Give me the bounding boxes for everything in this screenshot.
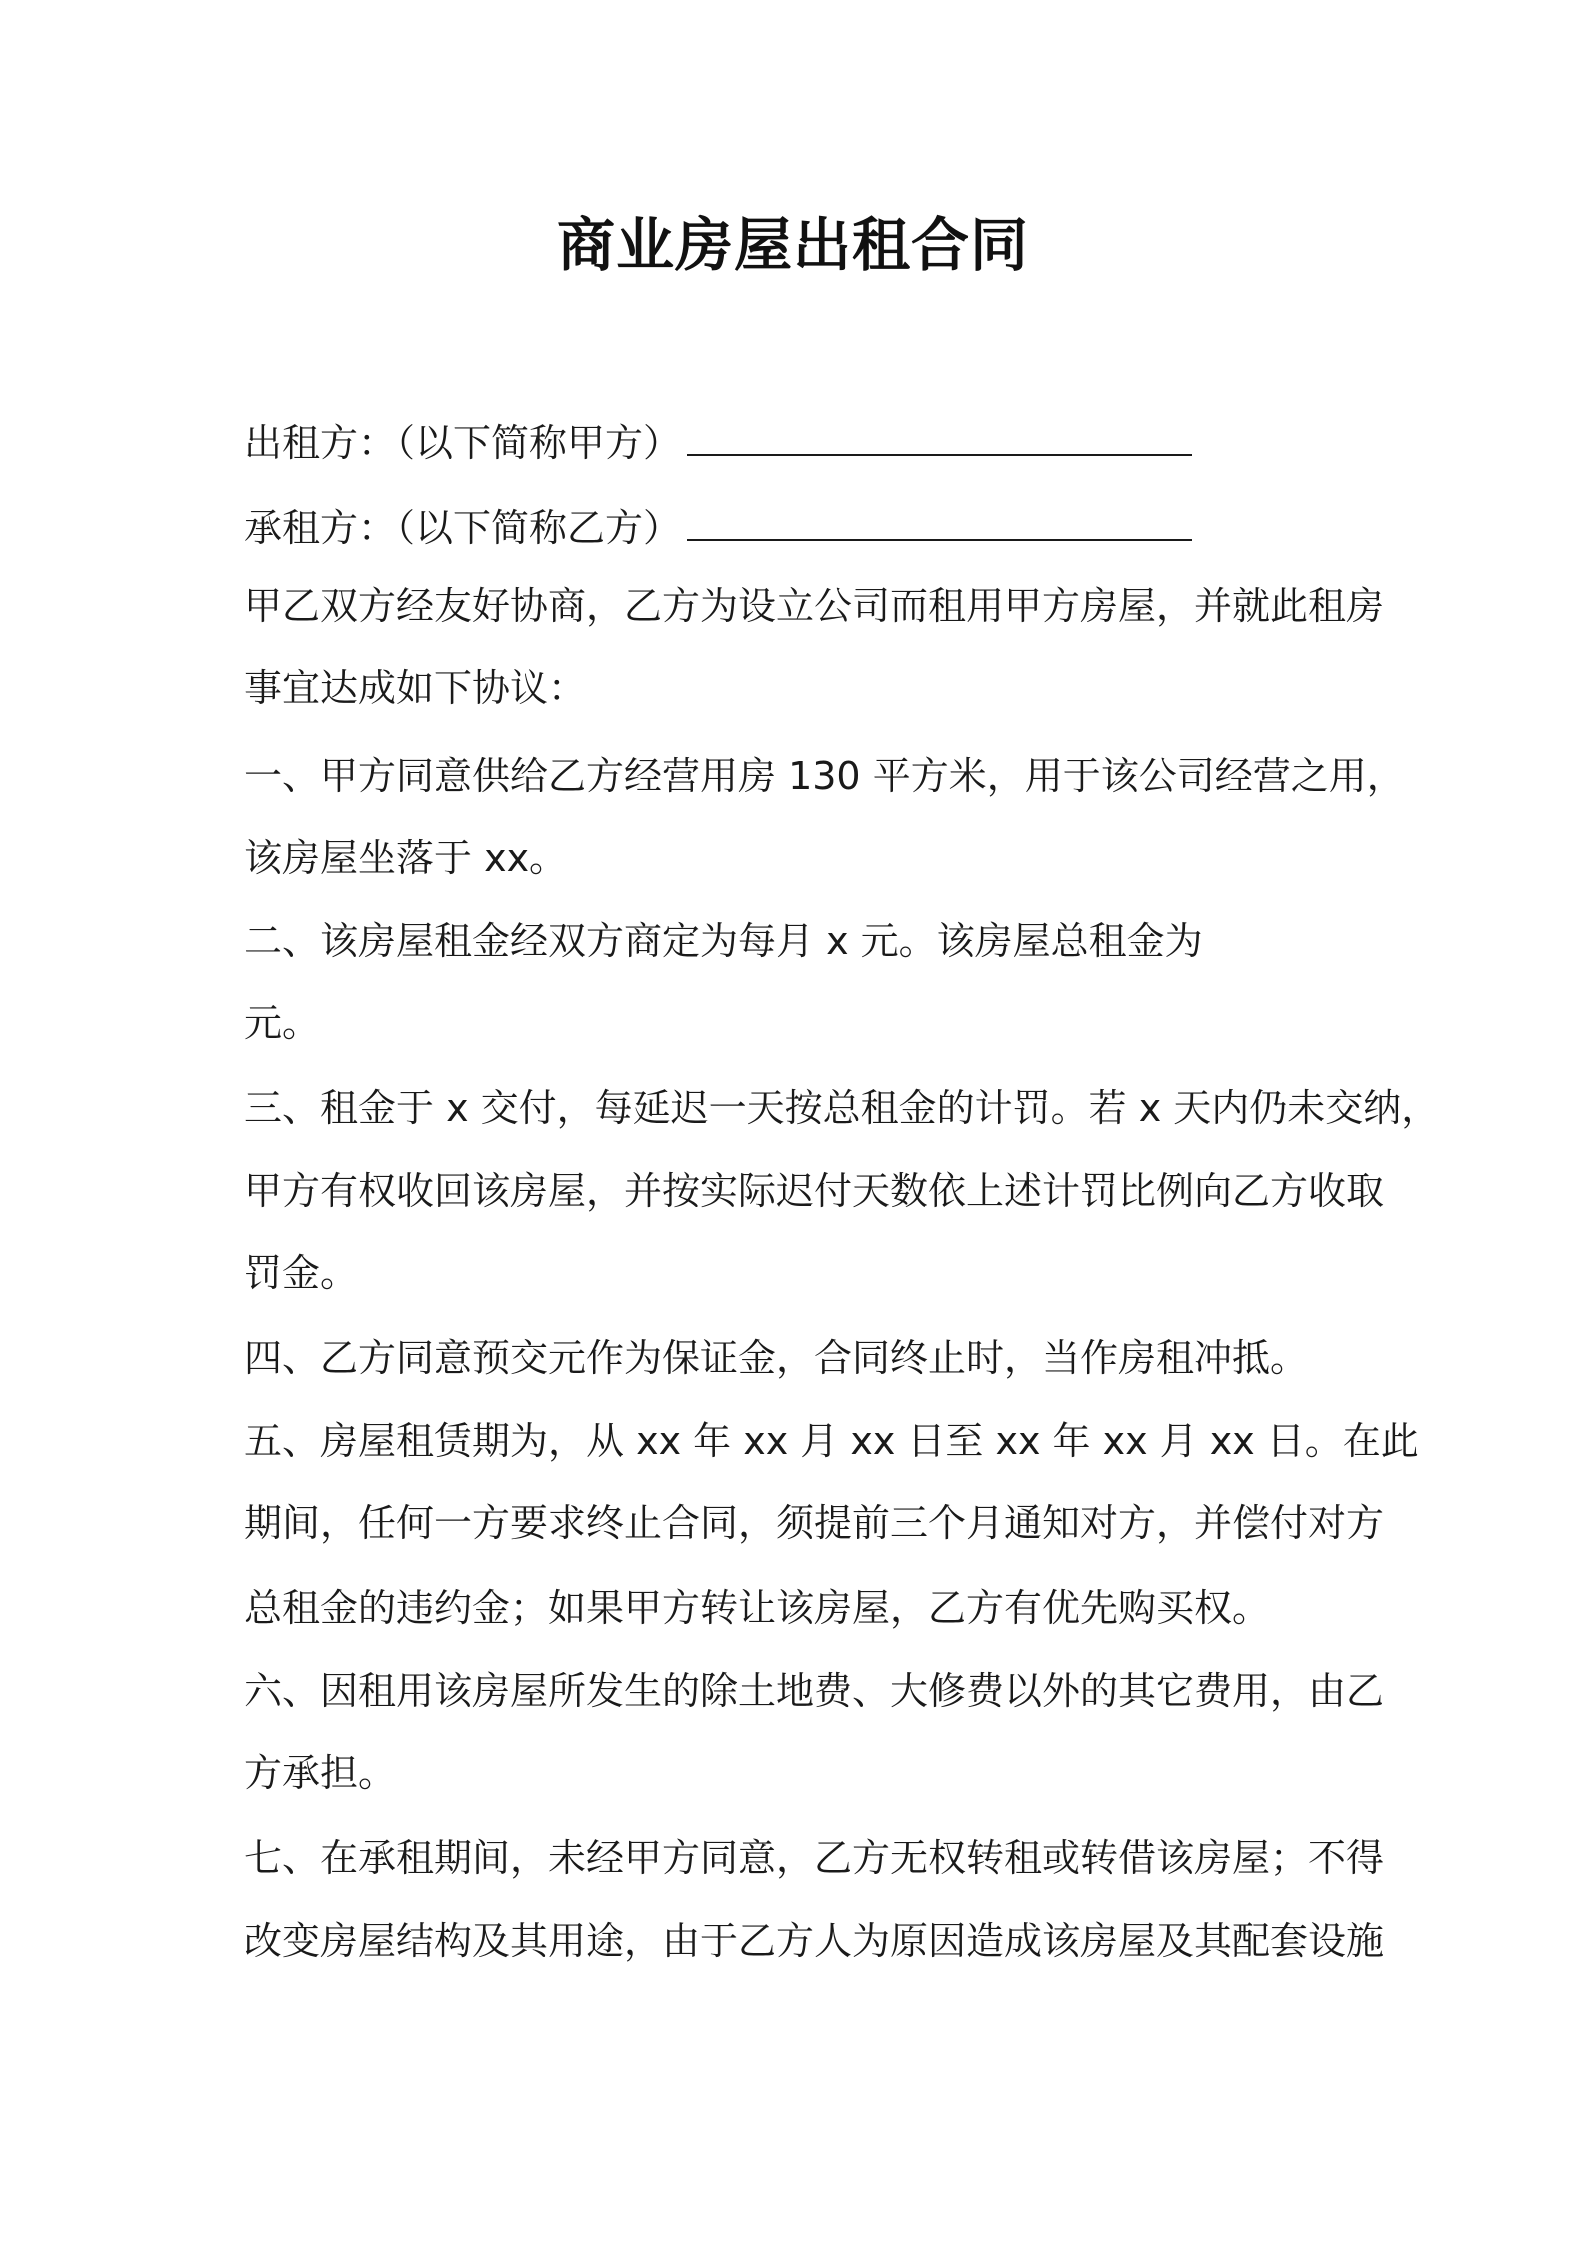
- clause-5-line: 期间，任何一方要求终止合同，须提前三个月通知对方，并偿付对方: [244, 1501, 1385, 1545]
- clause-3-line: 甲方有权收回该房屋，并按实际迟付天数依上述计罚比例向乙方收取: [244, 1169, 1385, 1213]
- clause-3-line: 罚金。: [244, 1251, 359, 1295]
- lessor-line: [244, 415, 1192, 471]
- lessee-line: [244, 500, 1192, 556]
- clause-2-line: 二、该房屋租金经双方商定为每月 x 元。该房屋总租金为: [244, 919, 1203, 963]
- clause-6-line: 方承担。: [244, 1751, 397, 1795]
- document-title: 商业房屋出租合同: [556, 211, 1029, 279]
- clause-1-line: 该房屋坐落于 xx。: [244, 836, 568, 880]
- clause-1-line: 一、甲方同意供给乙方经营用房 130 平方米，用于该公司经营之用，: [244, 754, 1405, 798]
- clause-7-line: 七、在承租期间，未经甲方同意，乙方无权转租或转借该房屋；不得: [244, 1836, 1385, 1880]
- lessee-blank: [687, 509, 1192, 541]
- clause-4-line: 四、乙方同意预交元作为保证金，合同终止时，当作房租冲抵。: [244, 1336, 1309, 1380]
- clause-3-line: 三、租金于 x 交付，每延迟一天按总租金的计罚。若 x 天内仍未交纳，: [244, 1086, 1440, 1130]
- lessor-label: 出租方：（以下简称甲方）: [244, 421, 682, 465]
- lessor-blank: [687, 424, 1192, 456]
- clause-5-line: 五、房屋租赁期为，从 xx 年 xx 月 xx 日至 xx 年 xx 月 xx 日。在此: [244, 1419, 1419, 1463]
- clause-6-line: 六、因租用该房屋所发生的除土地费、大修费以外的其它费用，由乙: [244, 1669, 1385, 1713]
- body-line: 事宜达成如下协议：: [244, 666, 587, 710]
- lessee-label: 承租方：（以下简称乙方）: [244, 506, 682, 550]
- body-line: 甲乙双方经友好协商，乙方为设立公司而租用甲方房屋，并就此租房: [244, 584, 1385, 628]
- clause-7-line: 改变房屋结构及其用途，由于乙方人为原因造成该房屋及其配套设施: [244, 1919, 1385, 1963]
- clause-5-line: 总租金的违约金；如果甲方转让该房屋，乙方有优先购买权。: [244, 1586, 1271, 1630]
- clause-2-line: 元。: [244, 1001, 321, 1045]
